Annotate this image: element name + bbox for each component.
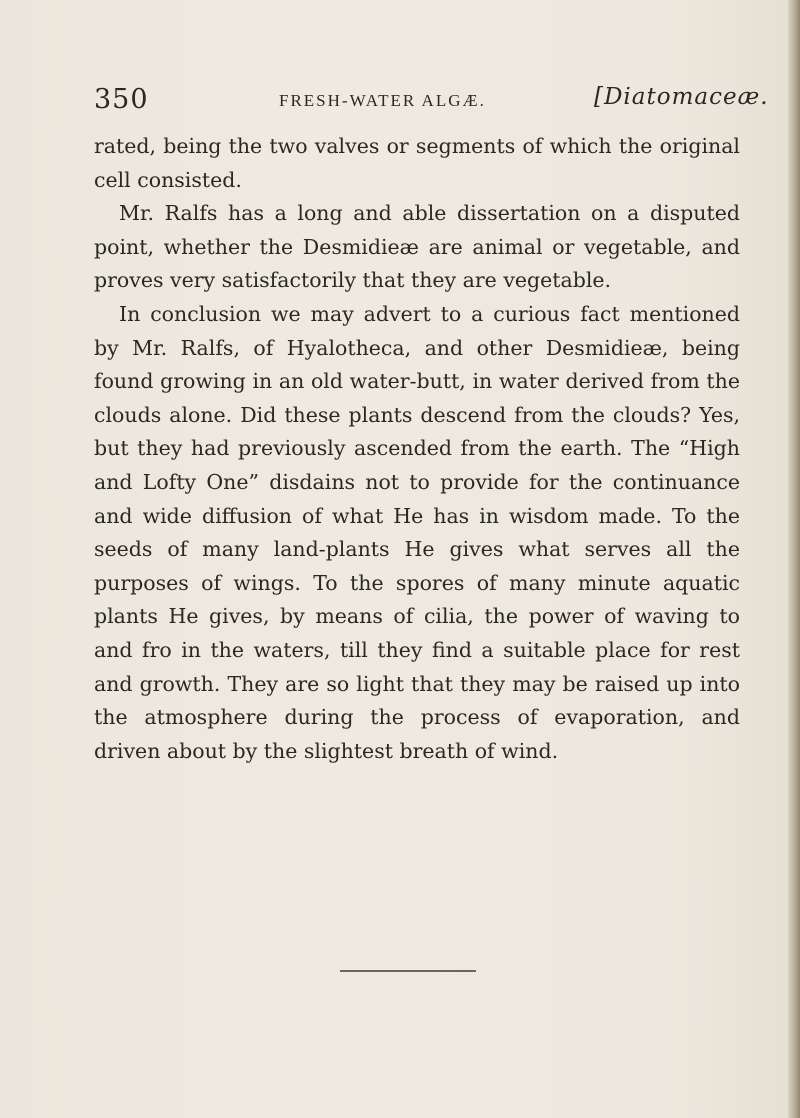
page-header [94, 84, 769, 124]
page-number: 350 [94, 84, 149, 115]
running-head: FRESH-WATER ALGÆ. [279, 91, 486, 110]
paragraph-continuation: rated, being the two valves or segments of which the original cell consisted. [94, 134, 740, 192]
end-rule [340, 970, 476, 972]
paragraph-conclusion: In conclusion we may advert to a curious fact mentioned by Mr. Ralfs, of Hyalotheca, and other Desmidieæ, being found growing in an old water-butt, in water derived from the clouds alone. Did these plants descend from the clouds? Yes, but they had previously ascended from the earth. The “High and Lofty One” disdains not to provide for the continuance and wide diffusion of what He has in wisdom made. To the seeds of many land-plants He gives what serves all the purposes of wings. To the spores of many minute aquatic plants He gives, by means of cilia, the power of waving to and fro in the waters, till they find a suitable place for rest and growth. They are so light that they may be raised up into the atmosphere during the process of evaporation, and driven about by the slightest breath of wind. [94, 301, 740, 763]
paragraph-ralfs-dissertation: Mr. Ralfs has a long and able dissertation on a disputed point, whether the Desmidieæ are animal or vegetable, and proves very satisfactorily that they are vegetable. [94, 201, 740, 293]
page-edge [788, 0, 800, 1118]
body-text [94, 130, 740, 768]
section-heading: [Diatomaceæ. [594, 84, 769, 110]
